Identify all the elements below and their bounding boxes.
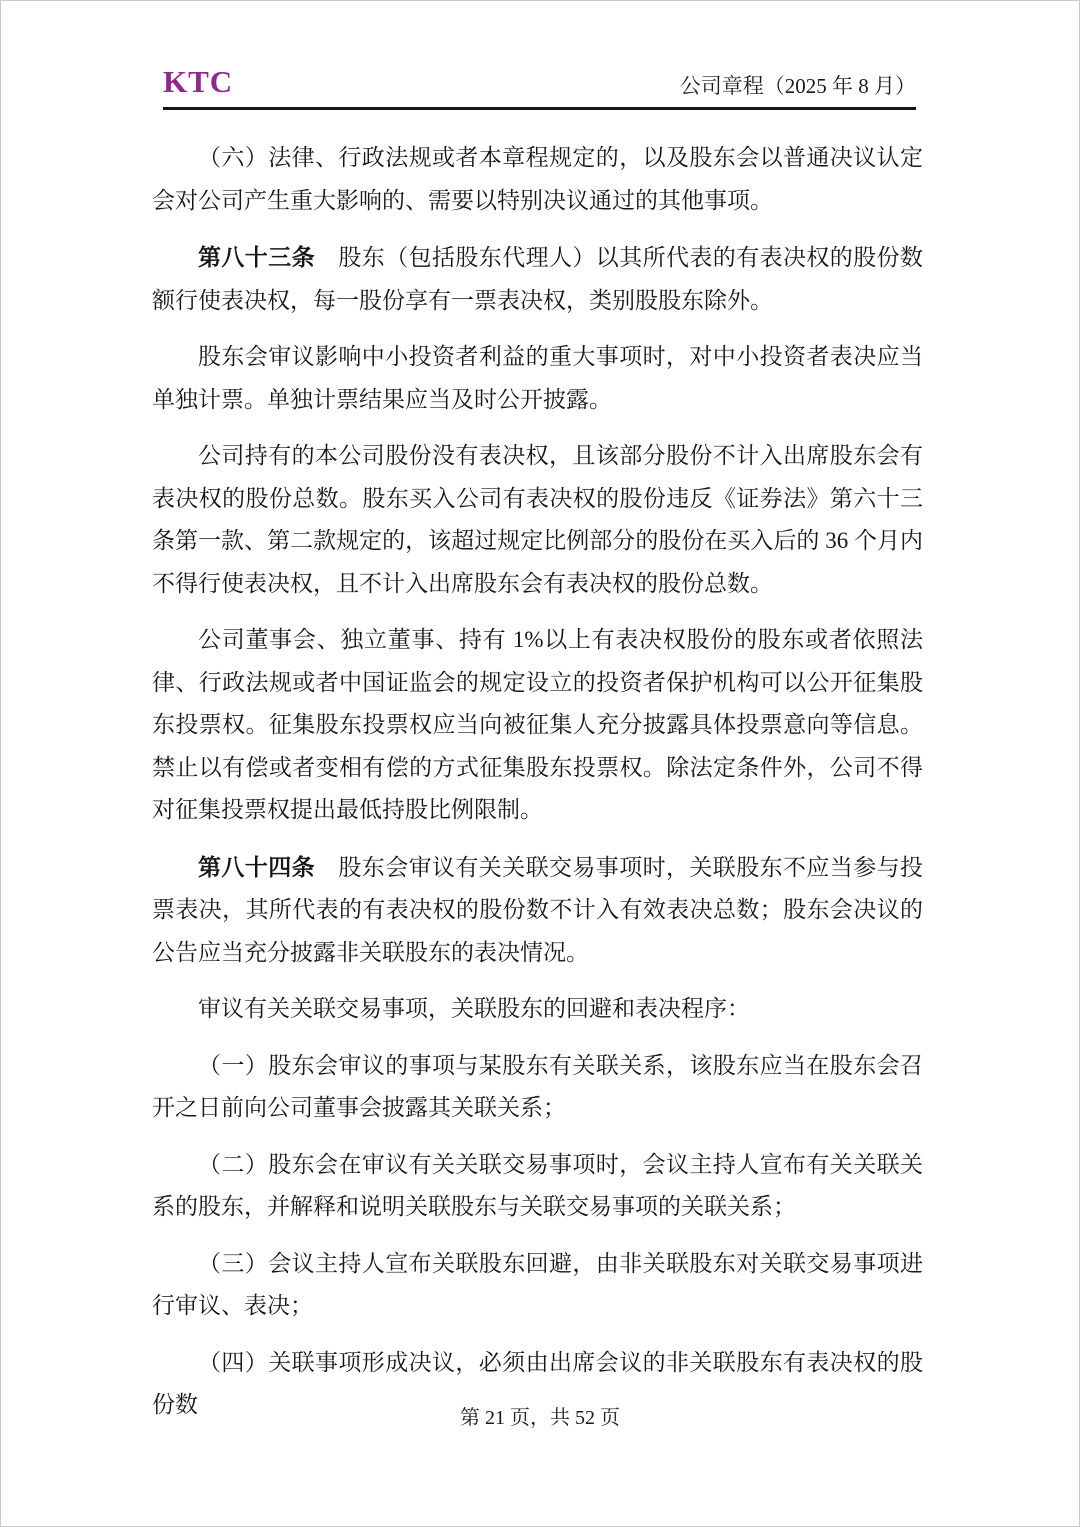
paragraph-text: 股东（包括股东代理人）以其所代表的有表决权的股份数额行使表决权，每一股份享有一票表决权，类别股股东除外。 (152, 245, 923, 313)
paragraph-text: 股东会审议有关关联交易事项时，关联股东不应当参与投票表决，其所代表的有表决权的股份数不计入有效表决总数；股东会决议的公告应当充分披露非关联股东的表决情况。 (152, 854, 923, 965)
paragraph-text: （一）股东会审议的事项与某股东有关联关系，该股东应当在股东会召开之日前向公司董事会披露其关联关系； (152, 1052, 923, 1121)
paragraph-text: 股东会审议影响中小投资者利益的重大事项时，对中小投资者表决应当单独计票。单独计票结果应当及时公开披露。 (152, 344, 923, 412)
paragraph (152, 236, 923, 322)
paragraph (152, 1144, 923, 1229)
paragraph-text: 审议有关关联交易事项，关联股东的回避和表决程序： (198, 996, 750, 1022)
paragraph-text: （三）会议主持人宣布关联股东回避，由非关联股东对关联交易事项进行审议、表决； (152, 1250, 923, 1319)
document-body (152, 110, 923, 1427)
paragraph (152, 988, 923, 1031)
page-number: 第 21 页，共 52 页 (460, 1407, 620, 1429)
company-logo: KTC (163, 64, 234, 99)
paragraph (152, 846, 923, 975)
paragraph (152, 435, 923, 605)
paragraph (152, 619, 923, 832)
paragraph (152, 137, 923, 222)
paragraph-text: （四）关联事项形成决议，必须由出席会议的非关联股东有表决权的股份数 (152, 1349, 923, 1418)
page-header (163, 65, 916, 110)
paragraph-text: 公司持有的本公司股份没有表决权，且该部分股份不计入出席股东会有表决权的股份总数。股东买入公司有表决权的股份违反《证券法》第六十三条第一款、第二款规定的，该超过规定比例部分的股份在买入后的 36 个月内不得行使表决权，且不计入出席股东会有表决权的股份总数。 (152, 443, 923, 596)
paragraph (152, 1045, 923, 1130)
page-footer (1, 1401, 1079, 1430)
paragraph-text: （六）法律、行政法规或者本章程规定的，以及股东会以普通决议认定会对公司产生重大影响的、需要以特别决议通过的其他事项。 (152, 145, 923, 213)
paragraph-text: （二）股东会在审议有关关联交易事项时，会议主持人宣布有关关联关系的股东，并解释和说明关联股东与关联交易事项的关联关系； (152, 1151, 923, 1220)
paragraph (152, 336, 923, 421)
article-number: 第八十三条 (198, 244, 315, 271)
paragraph-text: 公司董事会、独立董事、持有 1%以上有表决权股份的股东或者依照法律、行政法规或者中国证监会的规定设立的投资者保护机构可以公开征集股东投票权。征集股东投票权应当向被征集人充分披露具体投票意向等信息。禁止以有偿或者变相有偿的方式征集股东投票权。除法定条件外，公司不得对征集投票权提出最低持股比例限制。 (152, 627, 923, 823)
article-number: 第八十四条 (198, 853, 315, 880)
paragraph (152, 1243, 923, 1328)
header-document-title: 公司章程（2025 年 8 月） (679, 73, 916, 98)
